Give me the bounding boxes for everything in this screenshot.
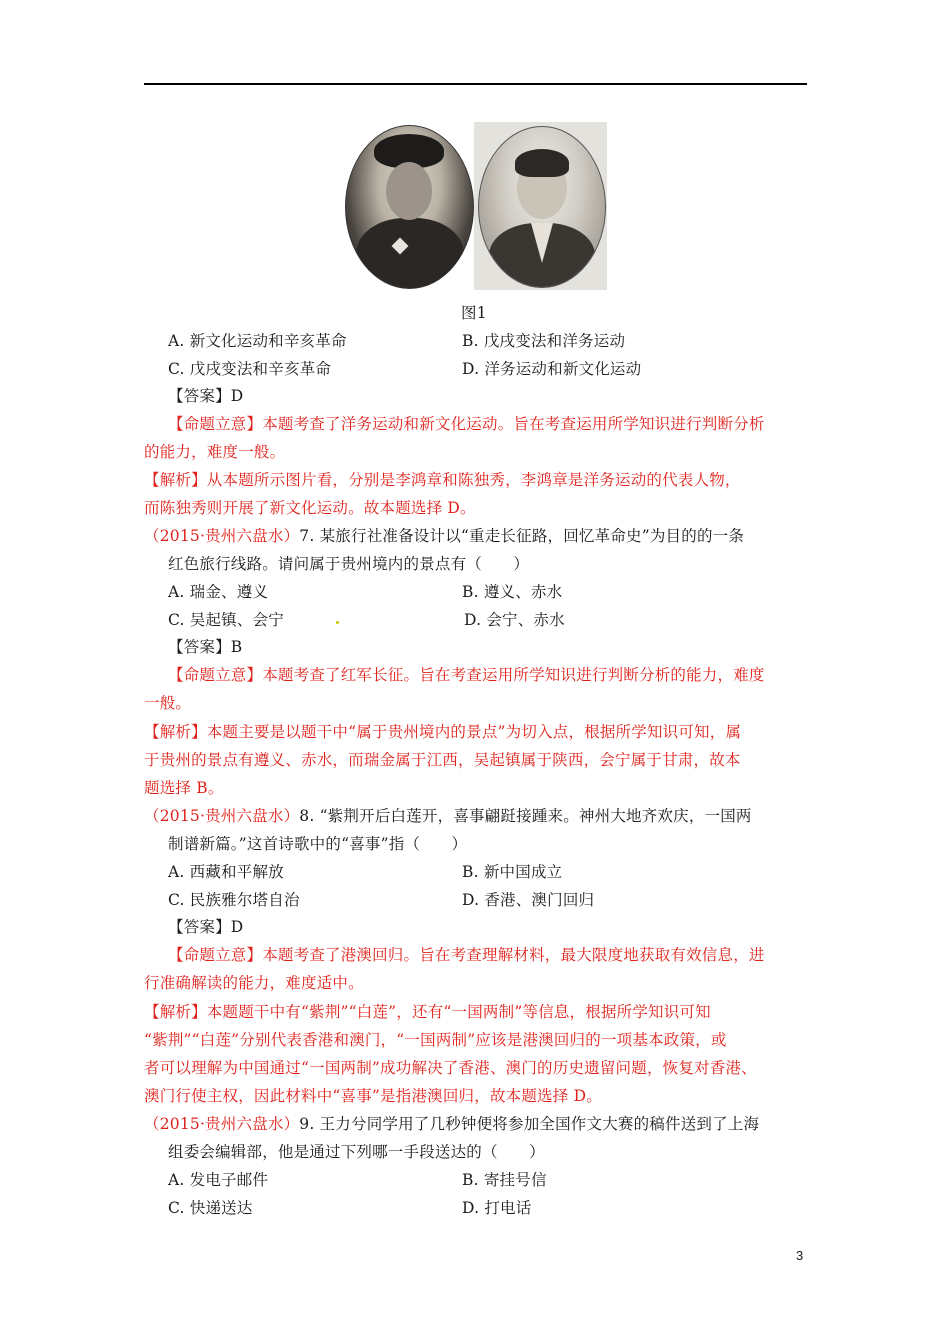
q7-option-a: A. 瑞金、遵义: [168, 583, 269, 601]
q7-source: （2015·贵州六盘水）: [144, 527, 300, 545]
q7-option-b: B. 遵义、赤水: [462, 583, 563, 601]
q9-stem-line-1: [144, 1113, 759, 1135]
q8-option-d: D. 香港、澳门回归: [462, 891, 595, 909]
q7-stem-line-2: 红色旅行线路。请问属于贵州境内的景点有（ ）: [168, 555, 530, 573]
portrait-figure: [345, 122, 607, 290]
page-number: 3: [796, 1248, 804, 1263]
q9-source: （2015·贵州六盘水）: [144, 1115, 300, 1133]
q7-analysis-line-3: 题选择 B。: [144, 779, 224, 797]
q9-stem-line-2: 组委会编辑部，他是通过下列哪一手段送达的（ ）: [168, 1143, 545, 1161]
q8-analysis-line-3: 者可以理解为中国通过“一国两制”成功解决了香港、澳门的历史遗留问题，恢复对香港、: [144, 1059, 757, 1077]
stray-dot: [336, 621, 339, 624]
q8-option-c: C. 民族雅尔塔自治: [168, 891, 300, 909]
q7-stem-text: 7. 某旅行社准备设计以“重走长征路，回忆革命史”为目的的一条: [299, 527, 745, 545]
q8-stem-line-2: 制谱新篇。”这首诗歌中的“喜事”指（ ）: [168, 835, 468, 853]
q9-option-b: B. 寄挂号信: [462, 1171, 547, 1189]
q6-option-c: C. 戊戌变法和辛亥革命: [168, 360, 332, 378]
q9-option-a: A. 发电子邮件: [168, 1171, 269, 1189]
q7-intent-line-2: 一般。: [144, 694, 192, 712]
q8-option-b: B. 新中国成立: [462, 863, 563, 881]
q7-stem-line-1: [144, 525, 744, 547]
q7-answer: 【答案】B: [168, 638, 243, 656]
q7-analysis-line-2: 于贵州的景点有遵义、赤水，而瑞金属于江西，吴起镇属于陕西，会宁属于甘肃，故本: [144, 751, 741, 769]
q8-stem-line-1: [144, 805, 752, 827]
q8-source: （2015·贵州六盘水）: [144, 807, 300, 825]
q8-analysis-line-1: 【解析】本题题干中有“紫荆”“白莲”，还有“一国两制”等信息，根据所学知识可知: [144, 1003, 711, 1021]
q7-intent-line-1: 【命题立意】本题考查了红军长征。旨在考查运用所学知识进行判断分析的能力，难度: [168, 666, 765, 684]
q7-option-c: C. 吴起镇、会宁: [168, 611, 284, 629]
q7-option-d: D. 会宁、赤水: [464, 611, 565, 629]
q9-option-c: C. 快递送达: [168, 1199, 253, 1217]
header-rule: [144, 83, 807, 85]
q8-intent-line-2: 行准确解读的能力，难度适中。: [144, 974, 364, 992]
q8-intent-line-1: 【命题立意】本题考查了港澳回归。旨在考查理解材料，最大限度地获取有效信息，进: [168, 946, 765, 964]
q6-answer: 【答案】D: [168, 387, 244, 405]
portrait-chen-duxiu: [478, 126, 606, 288]
q8-stem-text: 8. “紫荆开后白莲开，喜事翩跹接踵来。神州大地齐欢庆，一国两: [299, 807, 752, 825]
q6-analysis-line-2: 而陈独秀则开展了新文化运动。故本题选择 D。: [144, 499, 476, 517]
q6-option-b: B. 戊戌变法和洋务运动: [462, 332, 626, 350]
q6-analysis-line-1: 【解析】从本题所示图片看，分别是李鸿章和陈独秀，李鸿章是洋务运动的代表人物，: [144, 471, 741, 489]
q7-analysis-line-1: 【解析】本题主要是以题干中“属于贵州境内的景点”为切入点，根据所学知识可知，属: [144, 723, 742, 741]
q8-analysis-line-2: “紫荆”“白莲”分别代表香港和澳门，“一国两制”应该是港澳回归的一项基本政策，或: [144, 1031, 727, 1049]
q9-stem-text: 9. 王力兮同学用了几秒钟便将参加全国作文大赛的稿件送到了上海: [299, 1115, 760, 1133]
portrait-li-hongzhang: [345, 125, 474, 289]
q8-analysis-line-4: 澳门行使主权，因此材料中“喜事”是指港澳回归，故本题选择 D。: [144, 1087, 602, 1105]
figure-caption: 图1: [461, 304, 487, 322]
q6-option-a: A. 新文化运动和辛亥革命: [168, 332, 347, 350]
q6-intent-line-2: 的能力，难度一般。: [144, 443, 286, 461]
q6-option-d: D. 洋务运动和新文化运动: [462, 360, 642, 378]
q6-intent-line-1: 【命题立意】本题考查了洋务运动和新文化运动。旨在考查运用所学知识进行判断分析: [168, 415, 765, 433]
q8-option-a: A. 西藏和平解放: [168, 863, 284, 881]
q9-option-d: D. 打电话: [462, 1199, 532, 1217]
q8-answer: 【答案】D: [168, 918, 244, 936]
